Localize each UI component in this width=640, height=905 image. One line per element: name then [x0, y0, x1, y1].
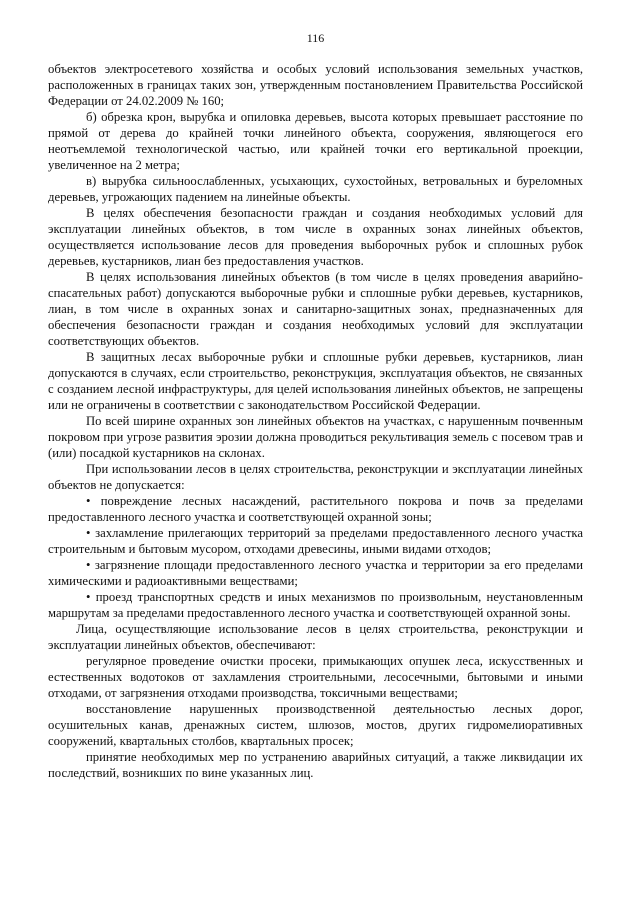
list-item: • проезд транспортных средств и иных механизмов по произвольным, неустановленным маршрутам за пределами предоставленного лесного участка и соответствующей охранной зоны. [48, 590, 583, 620]
paragraph: В целях обеспечения безопасности граждан и создания необходимых условий для эксплуатации линейных объектов, в том числе в охранных зонах линейных объектов, осуществляется использование лесов для проведения выборочных рубок и сплошных рубок деревьев, кустарников, лиан без предоставления участков. [48, 206, 583, 268]
paragraph: В целях использования линейных объектов (в том числе в целях проведения аварийно-спасательных работ) допускаются выборочные рубки и сплошные рубки деревьев, кустарников, лиан, в том числе в охранных зонах и санитарно-защитных зонах, предназначенных для обеспечения безопасности граждан и создания необходимых условий для эксплуатации соответствующих объектов. [48, 270, 583, 348]
list-item: • захламление прилегающих территорий за пределами предоставленного лесного участка строительным и бытовым мусором, отходами древесины, иными видами отходов; [48, 526, 583, 556]
paragraph: В защитных лесах выборочные рубки и сплошные рубки деревьев, кустарников, лиан допускаются в случаях, если строительство, реконструкция, эксплуатация объектов, не связанных с созданием лесной инфраструктуры, для целей использования линейных объектов, не запрещены или не ограничены в соответствии с законодательством Российской Федерации. [48, 350, 583, 412]
paragraph: восстановление нарушенных производственной деятельностью лесных дорог, осушительных канав, дренажных систем, шлюзов, мостов, других гидромелиоративных сооружений, квартальных столбов, квартальных просек; [48, 702, 583, 748]
page-number: 116 [306, 31, 325, 45]
paragraph: б) обрезка крон, вырубка и опиловка деревьев, высота которых превышает расстояние по прямой от дерева до крайней точки линейного объекта, сооружения, являющегося его неотъемлемой технологической частью, или крайней точки его вертикальной проекции, увеличенное на 2 метра; [48, 110, 583, 172]
paragraph: принятие необходимых мер по устранению аварийных ситуаций, а также ликвидации их последствий, возникших по вине указанных лиц. [48, 750, 583, 780]
list-item: • загрязнение площади предоставленного лесного участка и территории за его пределами химическими и радиоактивными веществами; [48, 558, 583, 588]
list-item: • повреждение лесных насаждений, растительного покрова и почв за пределами предоставленного лесного участка и соответствующей охранной зоны; [48, 494, 583, 524]
paragraph: По всей ширине охранных зон линейных объектов на участках, с нарушенным почвенным покровом при угрозе развития эрозии должна проводиться рекультивация земель с посевом трав и (или) посадкой кустарников на склонах. [48, 414, 583, 460]
paragraph: При использовании лесов в целях строительства, реконструкции и эксплуатации линейных объектов не допускается: [48, 462, 583, 492]
paragraph: регулярное проведение очистки просеки, примыкающих опушек леса, искусственных и естественных водотоков от захламления строительными, лесосечными, бытовыми и иными отходами, от загрязнения отходами производства, токсичными веществами; [48, 654, 583, 700]
document-body [48, 61, 583, 781]
paragraph: в) вырубка сильноослабленных, усыхающих, сухостойных, ветровальных и буреломных деревьев, угрожающих падением на линейные объекты. [48, 174, 583, 204]
paragraph: объектов электросетевого хозяйства и особых условий использования земельных участков, расположенных в границах таких зон, утвержденным постановлением Правительства Российской Федерации от 24.02.2009 № 160; [48, 62, 583, 108]
paragraph: Лица, осуществляющие использование лесов в целях строительства, реконструкции и эксплуатации линейных объектов, обеспечивают: [48, 622, 583, 652]
